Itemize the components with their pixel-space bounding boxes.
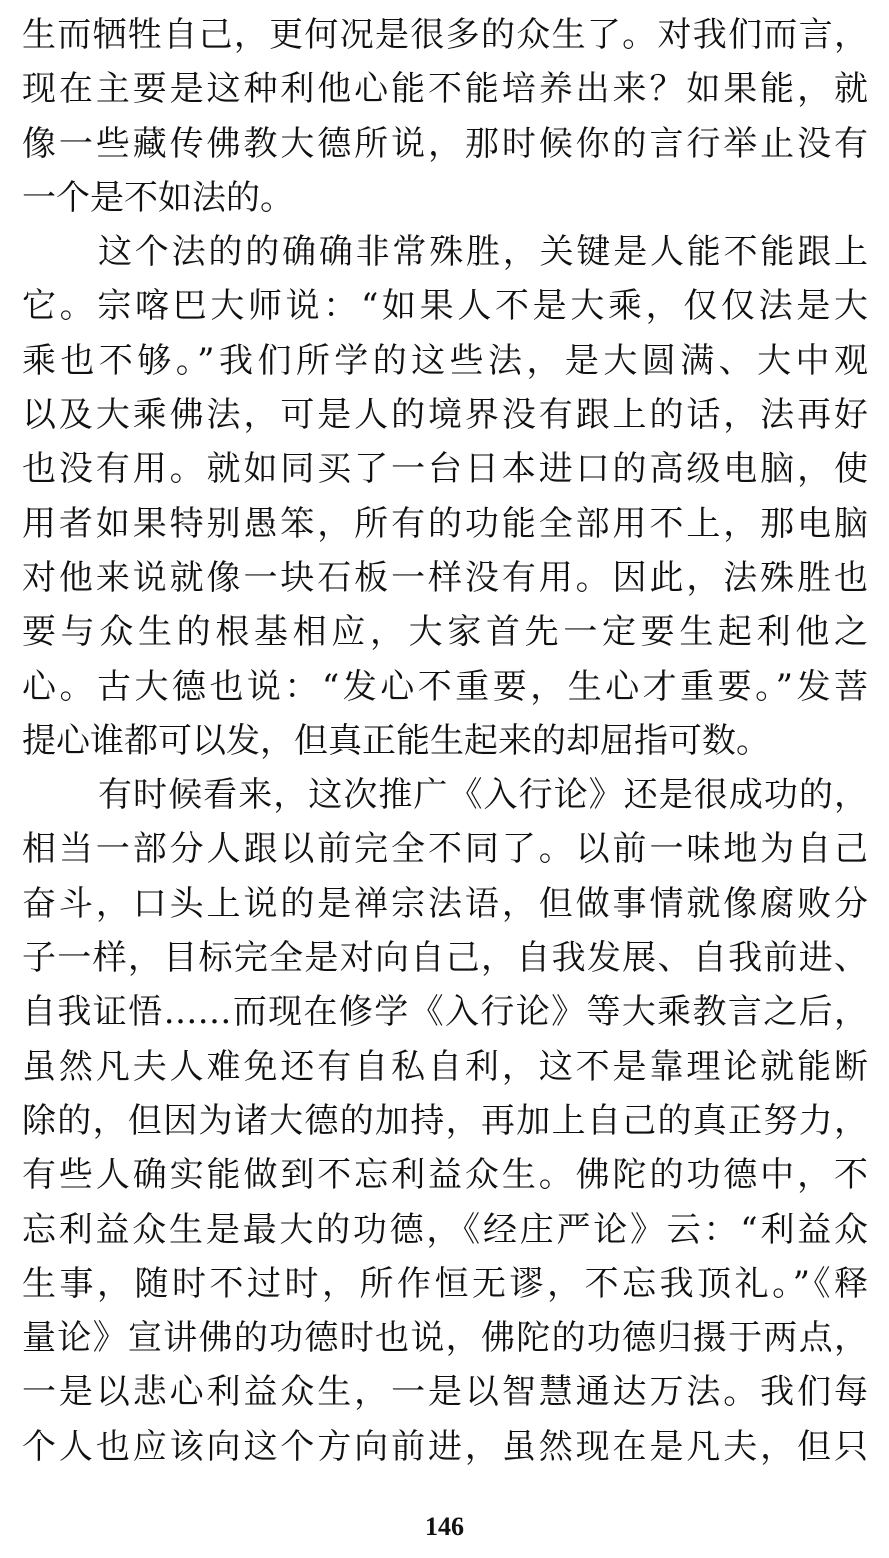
text-line: 乘也不够。”我们所学的这些法，是大圆满、大中观	[22, 340, 868, 381]
text-line: 虽然凡夫人难免还有自私自利，这不是靠理论就能断	[22, 1046, 868, 1087]
text-line: 对他来说就像一块石板一样没有用。因此，法殊胜也	[22, 557, 868, 598]
text-line: 提心谁都可以发，但真正能生起来的却屈指可数。	[22, 720, 770, 761]
text-line: 以及大乘佛法，可是人的境界没有跟上的话，法再好	[22, 395, 868, 436]
text-line: 个人也应该向这个方向前进，虽然现在是凡夫，但只	[22, 1426, 868, 1467]
text-line: 奋斗，口头上说的是禅宗法语，但做事情就像腐败分	[22, 883, 868, 924]
text-line: 有些人确实能做到不忘利益众生。佛陀的功德中，不	[22, 1155, 868, 1196]
text-line: 一个是不如法的。	[22, 177, 294, 218]
text-line: 除的，但因为诸大德的加持，再加上自己的真正努力，	[22, 1100, 868, 1141]
text-line: 也没有用。就如同买了一台日本进口的高级电脑，使	[22, 449, 868, 490]
text-line: 忘利益众生是最大的功德，《经庄严论》云：“利益众	[22, 1209, 868, 1250]
text-line: 相当一部分人跟以前完全不同了。以前一味地为自己	[22, 829, 868, 870]
text-line: 生而牺牲自己，更何况是很多的众生了。对我们而言，	[22, 15, 868, 55]
text-line: 它。宗喀巴大师说：“如果人不是大乘，仅仅法是大	[22, 286, 868, 327]
text-line: 自我证悟……而现在修学《入行论》等大乘教言之后，	[22, 992, 868, 1033]
body-text	[22, 8, 868, 1474]
text-line: 有时候看来，这次推广《入行论》还是很成功的，	[98, 775, 868, 816]
page-number: 146	[425, 1512, 464, 1541]
text-line: 一是以悲心利益众生，一是以智慧通达万法。我们每	[22, 1372, 868, 1413]
text-line: 生事，随时不过时，所作恒无谬，不忘我顶礼。”《释	[22, 1263, 868, 1304]
text-line: 现在主要是这种利他心能不能培养出来？如果能，就	[22, 69, 868, 110]
text-line: 像一些藏传佛教大德所说，那时候你的言行举止没有	[22, 123, 868, 164]
text-line: 心。古大德也说：“发心不重要，生心才重要。”发菩	[22, 666, 868, 707]
text-line: 要与众生的根基相应，大家首先一定要生起利他之	[22, 612, 868, 653]
text-line: 量论》宣讲佛的功德时也说，佛陀的功德归摄于两点，	[22, 1318, 868, 1359]
text-line: 子一样，目标完全是对向自己，自我发展、自我前进、	[22, 938, 868, 979]
text-line: 这个法的的确确非常殊胜，关键是人能不能跟上	[98, 232, 868, 273]
text-line: 用者如果特别愚笨，所有的功能全部用不上，那电脑	[22, 503, 868, 544]
